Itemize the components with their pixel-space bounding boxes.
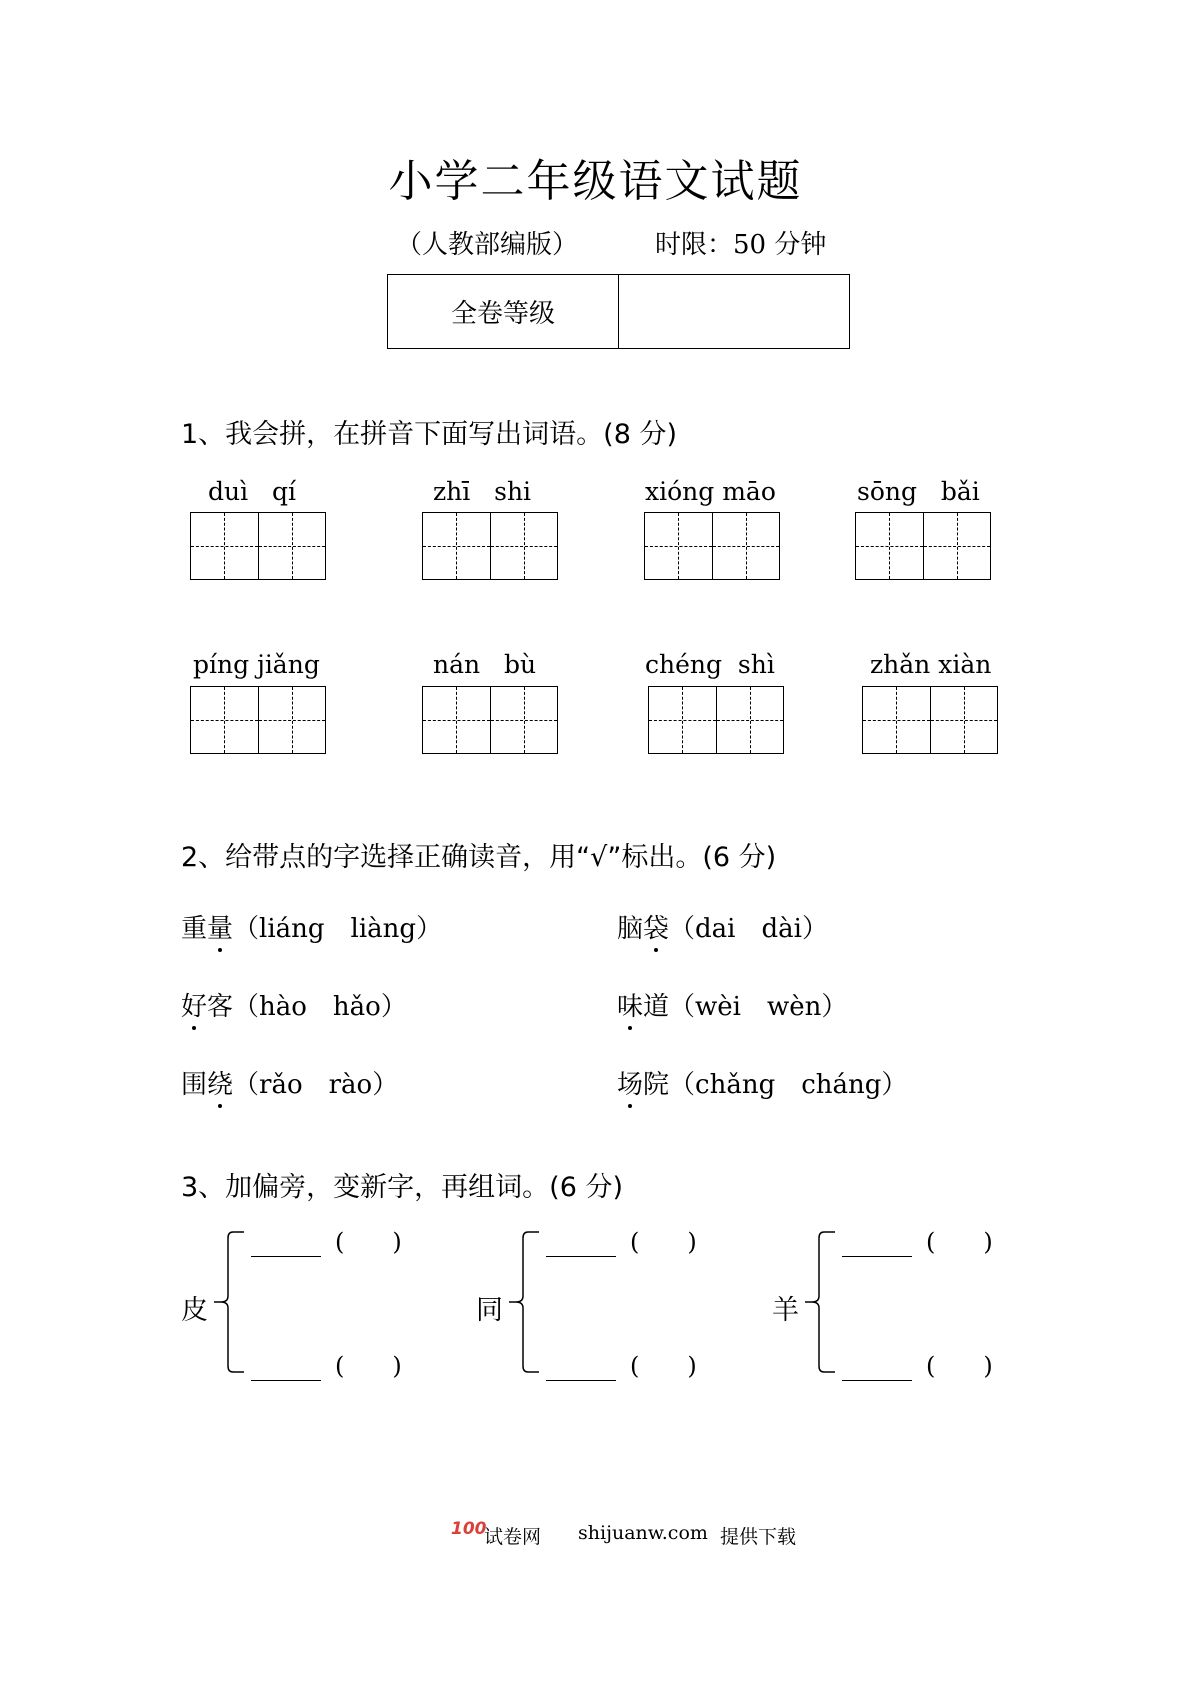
blank-line[interactable] — [251, 1358, 321, 1381]
writing-grid[interactable] — [644, 512, 780, 580]
writing-grid[interactable] — [648, 686, 784, 754]
pinyin-label: nán bù — [433, 650, 537, 679]
radical-group — [772, 1230, 1032, 1380]
writing-grid[interactable] — [190, 512, 326, 580]
grade-label: 全卷等级 — [388, 275, 619, 348]
writing-grid[interactable] — [855, 512, 991, 580]
site-logo: 100 — [451, 1519, 487, 1539]
pinyin-label: xióng māo — [645, 477, 776, 506]
pinyin-label: zhī shi — [433, 477, 532, 506]
grade-value-field[interactable] — [619, 275, 849, 348]
reading-item[interactable]: 重量（liáng liàng） — [181, 908, 442, 945]
edition-label: （人教部编版） — [396, 230, 579, 260]
radical-group — [476, 1230, 736, 1380]
question-2-heading: 2、给带点的字选择正确读音，用“√”标出。(6 分) — [181, 842, 777, 873]
radical-group — [181, 1230, 441, 1380]
base-character: 皮 — [181, 1295, 208, 1326]
writing-grid[interactable] — [190, 686, 326, 754]
answer-row[interactable]: ( ) — [251, 1222, 402, 1257]
base-character: 羊 — [772, 1295, 799, 1326]
answer-row[interactable]: ( ) — [842, 1222, 993, 1257]
question-1-heading: 1、我会拼，在拼音下面写出词语。(8 分) — [181, 419, 678, 450]
provide-download-label: 提供下载 — [720, 1526, 797, 1548]
blank-line[interactable] — [546, 1358, 616, 1381]
pinyin-label: duì qí — [208, 477, 296, 506]
answer-row[interactable]: ( ) — [842, 1346, 993, 1381]
time-limit-label: 时限：50 分钟 — [655, 230, 827, 260]
pinyin-label: chéng shì — [645, 650, 775, 679]
page-title: 小学二年级语文试题 — [388, 156, 803, 207]
site-url-link[interactable]: shijuanw.com — [578, 1522, 708, 1544]
reading-item[interactable]: 场院（chǎng cháng） — [617, 1064, 907, 1101]
brace-icon — [476, 1230, 536, 1380]
pinyin-label: píng jiǎng — [193, 650, 320, 679]
pinyin-label: zhǎn xiàn — [870, 650, 992, 679]
brace-icon — [181, 1230, 241, 1380]
blank-line[interactable] — [546, 1234, 616, 1257]
reading-item[interactable]: 好客（hào hǎo） — [181, 986, 407, 1023]
answer-row[interactable]: ( ) — [546, 1222, 697, 1257]
blank-line[interactable] — [251, 1234, 321, 1257]
writing-grid[interactable] — [422, 512, 558, 580]
blank-line[interactable] — [842, 1358, 912, 1381]
grade-table — [387, 274, 850, 349]
base-character: 同 — [476, 1295, 503, 1326]
brace-icon — [772, 1230, 832, 1380]
site-name: 试卷网 — [484, 1526, 542, 1548]
blank-line[interactable] — [842, 1234, 912, 1257]
reading-item[interactable]: 围绕（rǎo rào） — [181, 1064, 398, 1101]
writing-grid[interactable] — [422, 686, 558, 754]
reading-item[interactable]: 脑袋（dai dài） — [617, 908, 828, 945]
reading-item[interactable]: 味道（wèi wèn） — [617, 986, 847, 1023]
pinyin-label: sōng bǎi — [857, 477, 980, 506]
answer-row[interactable]: ( ) — [546, 1346, 697, 1381]
answer-row[interactable]: ( ) — [251, 1346, 402, 1381]
question-3-heading: 3、加偏旁，变新字，再组词。(6 分) — [181, 1172, 624, 1203]
writing-grid[interactable] — [862, 686, 998, 754]
